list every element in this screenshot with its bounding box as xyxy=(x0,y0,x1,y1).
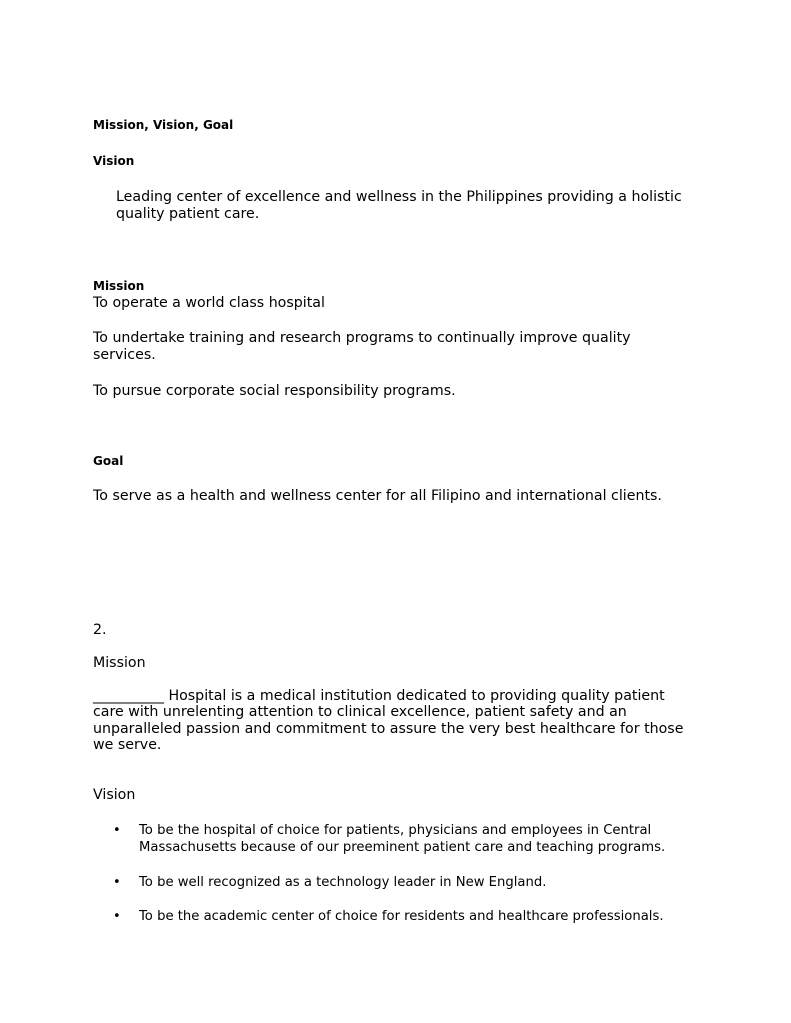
list-item xyxy=(113,908,713,925)
vision-heading: Vision xyxy=(93,154,135,168)
list-item xyxy=(113,874,713,891)
mission-text-2: __________ Hospital is a medical institution dedicated to providing quality patient care with unrelenting attention to clinical excellence, patient safety and an unparalleled passion and commitment to assure the very best healthcare for those we serve. xyxy=(93,688,684,753)
document-title: Mission, Vision, Goal xyxy=(93,118,234,132)
bullet-icon: • xyxy=(113,823,121,838)
goal-heading: Goal xyxy=(93,454,124,468)
mission-item: To undertake training and research programs to continually improve quality services. xyxy=(93,330,631,363)
list-item xyxy=(113,822,713,856)
vision-list xyxy=(113,822,713,925)
vision-item-text: To be the academic center of choice for residents and healthcare professionals. xyxy=(139,909,664,924)
bullet-icon: • xyxy=(113,875,121,890)
goal-text: To serve as a health and wellness center for all Filipino and international clients. xyxy=(93,488,662,504)
mission-heading: Mission xyxy=(93,279,145,293)
section-number: 2. xyxy=(93,622,107,638)
vision-item-text: To be well recognized as a technology leader in New England. xyxy=(139,875,547,890)
bullet-icon: • xyxy=(113,909,121,924)
mission-item: To operate a world class hospital xyxy=(93,295,325,311)
vision-heading-2: Vision xyxy=(93,787,136,803)
mission-item: To pursue corporate social responsibility programs. xyxy=(93,383,456,399)
vision-item-text: To be the hospital of choice for patients, physicians and employees in Central Massachusetts because of our preeminent patient care and teaching programs. xyxy=(139,823,666,855)
mission-heading-2: Mission xyxy=(93,655,146,671)
vision-text: Leading center of excellence and wellness in the Philippines providing a holistic quality patient care. xyxy=(116,189,682,222)
